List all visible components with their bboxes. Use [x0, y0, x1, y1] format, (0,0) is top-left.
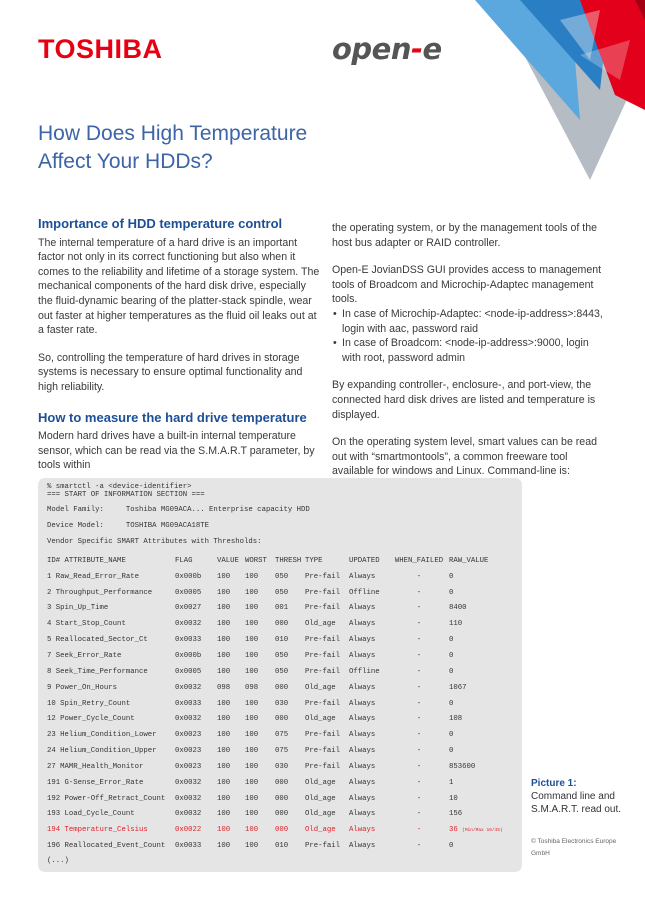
table-cell: 1 Raw_Read_Error_Rate	[47, 572, 139, 581]
table-cell: 2 Throughput_Performance	[47, 588, 153, 597]
table-cell: 0x0032	[175, 778, 202, 787]
table-cell: 100	[217, 715, 231, 724]
copyright-note: © Toshiba Electronics Europe GmbH	[531, 838, 617, 857]
table-cell: 100	[245, 651, 259, 660]
table-cell: 3 Spin_Up_Time	[47, 604, 109, 613]
table-cell: 0	[449, 667, 454, 676]
page-title-line-2: Affect Your HDDs?	[38, 150, 213, 173]
table-cell: 100	[245, 842, 259, 851]
table-row	[47, 569, 519, 585]
table-cell: Always	[349, 715, 376, 724]
table-cell: -	[416, 842, 422, 851]
min-max-note: (Min/Max 16/45)	[462, 828, 503, 834]
left-column	[38, 217, 320, 486]
table-cell: 001	[275, 604, 289, 613]
table-cell: 100	[217, 747, 231, 756]
table-cell: 0x0033	[175, 842, 202, 851]
list-item-broadcom: • In case of Broadcom: <node-ip-address>:9000, login with root, password admin	[342, 336, 608, 365]
table-cell: 110	[449, 620, 463, 629]
table-cell: 0x0023	[175, 762, 202, 771]
table-cell: 100	[217, 667, 231, 676]
table-cell: Always	[349, 683, 376, 692]
table-cell: Offline	[349, 667, 380, 676]
paragraph-importance-2: So, controlling the temperature of hard drives in storage systems is necessary to ensure optimal functionality and high reliability.	[38, 351, 303, 393]
paragraph-jovian-gui: Open-E JovianDSS GUI provides access to management tools of Broadcom and Microchip-Adaptec management tools.	[332, 264, 602, 306]
table-cell: 100	[245, 636, 259, 645]
table-cell: 194 Temperature_Celsius	[47, 826, 148, 835]
table-cell: -	[416, 699, 422, 708]
open-e-logo-dash: -	[411, 32, 423, 66]
table-cell: 075	[275, 747, 289, 756]
table-cell: 100	[245, 794, 259, 803]
table-cell: 100	[217, 699, 231, 708]
table-cell: 100	[217, 588, 231, 597]
table-row	[47, 664, 519, 680]
table-cell: 0x0032	[175, 810, 202, 819]
toshiba-logo: TOSHIBA	[38, 34, 163, 64]
table-cell: WHEN_FAILED	[394, 556, 444, 565]
table-cell: VALUE	[217, 556, 239, 565]
table-cell: 5 Reallocated_Sector_Ct	[47, 636, 148, 645]
table-cell: Always	[349, 826, 376, 835]
device-model-line: Device Model: TOSHIBA MG09ACA18TE	[47, 522, 210, 530]
table-cell: FLAG	[175, 556, 193, 565]
table-cell: THRESH	[275, 556, 302, 565]
table-cell: Pre-fail	[305, 572, 341, 581]
table-cell: -	[416, 731, 422, 740]
table-cell: Always	[349, 747, 376, 756]
table-cell: Always	[349, 604, 376, 613]
table-cell: 100	[217, 794, 231, 803]
table-cell: 0x0033	[175, 636, 202, 645]
table-cell: Pre-fail	[305, 747, 341, 756]
table-cell: 010	[275, 636, 289, 645]
table-cell: 196 Reallocated_Event_Count	[47, 842, 166, 851]
table-cell: 010	[275, 842, 289, 851]
table-cell: 1067	[449, 683, 467, 692]
table-cell: 100	[245, 731, 259, 740]
table-cell: 4 Start_Stop_Count	[47, 620, 126, 629]
table-cell: 100	[245, 620, 259, 629]
table-cell: RAW_VALUE	[449, 556, 489, 565]
table-cell: -	[416, 715, 422, 724]
table-cell: 000	[275, 794, 289, 803]
table-cell: 098	[217, 683, 231, 692]
table-cell: 0x000b	[175, 651, 202, 660]
table-cell: 000	[275, 810, 289, 819]
table-row	[47, 601, 519, 617]
smart-attributes-table	[47, 553, 519, 854]
caption-text: Command line and S.M.A.R.T. read out.	[531, 791, 622, 815]
table-row	[47, 585, 519, 601]
table-row	[47, 648, 519, 664]
table-cell: 100	[245, 747, 259, 756]
table-cell: 9 Power_On_Hours	[47, 683, 118, 692]
table-cell: 0x0005	[175, 667, 202, 676]
smartctl-output-block	[38, 478, 522, 872]
table-cell: Always	[349, 842, 376, 851]
list-item-microchip: • In case of Microchip-Adaptec: <node-ip-address>:8443, login with aac, password raid	[342, 307, 608, 336]
table-cell: 100	[245, 826, 259, 835]
command-line: % smartctl -a <device-identifier>	[47, 483, 192, 491]
table-cell: Always	[349, 620, 376, 629]
table-cell: 100	[245, 604, 259, 613]
table-cell: 0	[449, 572, 454, 581]
caption-title: Picture 1:	[531, 778, 577, 789]
table-cell: -	[416, 762, 422, 771]
table-row	[47, 743, 519, 759]
table-cell: Pre-fail	[305, 588, 341, 597]
table-cell: -	[416, 572, 422, 581]
table-cell: 23 Helium_Condition_Lower	[47, 731, 157, 740]
table-cell: -	[416, 810, 422, 819]
table-cell: 1	[449, 778, 454, 787]
table-cell: 8 Seek_Time_Performance	[47, 667, 148, 676]
table-cell: 000	[275, 778, 289, 787]
table-cell: 0	[449, 747, 454, 756]
table-cell: 000	[275, 683, 289, 692]
table-cell: 191 G-Sense_Error_Rate	[47, 778, 144, 787]
table-cell: Pre-fail	[305, 731, 341, 740]
paragraph-smartmontools: On the operating system level, smart values can be read out with “smartmontools”, a common freeware tool available for windows and Linux. Command-line is:	[332, 436, 597, 478]
table-row	[47, 838, 519, 854]
table-cell: 0x0005	[175, 588, 202, 597]
table-cell: Always	[349, 636, 376, 645]
table-cell: 100	[217, 842, 231, 851]
table-cell: 100	[217, 810, 231, 819]
table-cell: 075	[275, 731, 289, 740]
table-cell: 192 Power-Off_Retract_Count	[47, 794, 166, 803]
table-cell: 100	[245, 715, 259, 724]
table-cell: 0x000b	[175, 572, 202, 581]
table-cell: 0	[449, 651, 454, 660]
table-cell: 12 Power_Cycle_Count	[47, 715, 135, 724]
table-cell: 100	[217, 826, 231, 835]
table-cell: 0x0032	[175, 794, 202, 803]
table-cell: -	[416, 651, 422, 660]
table-cell: Pre-fail	[305, 604, 341, 613]
table-cell: -	[416, 620, 422, 629]
table-cell: -	[416, 778, 422, 787]
table-row	[47, 727, 519, 743]
table-cell: 100	[245, 778, 259, 787]
table-cell: 0x0023	[175, 731, 202, 740]
access-list	[332, 307, 608, 365]
table-cell: 050	[275, 572, 289, 581]
table-cell: 0x0033	[175, 699, 202, 708]
table-row	[47, 775, 519, 791]
table-cell: Old_age	[305, 715, 336, 724]
table-row	[47, 696, 519, 712]
table-cell: 0	[449, 588, 454, 597]
table-cell: 0	[449, 699, 454, 708]
ellipsis-line: (...)	[47, 857, 69, 865]
table-cell: -	[416, 636, 422, 645]
table-cell: 100	[245, 810, 259, 819]
table-cell: UPDATED	[349, 556, 380, 565]
table-cell: 156	[449, 810, 463, 819]
table-cell: 0x0022	[175, 826, 202, 835]
table-cell: Old_age	[305, 620, 336, 629]
model-family-line: Model Family: Toshiba MG09ACA... Enterprise capacity HDD	[47, 506, 310, 514]
table-cell: 853600	[449, 762, 476, 771]
table-header-row	[47, 553, 519, 569]
table-cell: 100	[217, 731, 231, 740]
table-cell: Pre-fail	[305, 651, 341, 660]
table-cell: 0x0032	[175, 715, 202, 724]
table-cell: Pre-fail	[305, 699, 341, 708]
table-cell: Pre-fail	[305, 636, 341, 645]
table-cell: Pre-fail	[305, 842, 341, 851]
table-cell: 0x0027	[175, 604, 202, 613]
picture-caption	[531, 777, 631, 816]
table-cell: 100	[217, 620, 231, 629]
table-cell: 030	[275, 699, 289, 708]
open-e-logo-part2: e	[422, 32, 442, 66]
table-cell: 100	[217, 651, 231, 660]
table-cell: 10	[449, 794, 458, 803]
table-cell: Offline	[349, 588, 380, 597]
page-title	[38, 120, 338, 176]
table-cell: 100	[245, 699, 259, 708]
table-cell: 0	[449, 842, 454, 851]
table-cell: Old_age	[305, 826, 336, 835]
table-cell: 000	[275, 620, 289, 629]
table-cell: Pre-fail	[305, 667, 341, 676]
table-cell: Old_age	[305, 810, 336, 819]
right-column	[332, 221, 608, 492]
table-cell: ID# ATTRIBUTE_NAME	[47, 556, 126, 565]
table-cell: Old_age	[305, 794, 336, 803]
table-cell: 0	[449, 731, 454, 740]
table-cell: Always	[349, 794, 376, 803]
table-cell: Always	[349, 762, 376, 771]
temperature-value: 36	[449, 826, 458, 835]
table-cell: 000	[275, 826, 289, 835]
table-cell: 27 MAMR_Health_Monitor	[47, 762, 144, 771]
table-cell: -	[416, 794, 422, 803]
table-cell: 100	[245, 572, 259, 581]
table-cell: Always	[349, 810, 376, 819]
table-cell: -	[416, 683, 422, 692]
table-cell: 050	[275, 651, 289, 660]
paragraph-importance-1: The internal temperature of a hard drive is an important factor not only in its correct functioning but also when it comes to the reliability and lifetime of a storage system. The mechanical components of the hard disk drive, especially the fluid-dynamic bearing of the platter-stack spindle, wear out faster at higher temperatures as the fluid oil leaks out at a faster rate.	[38, 236, 320, 337]
table-cell: Always	[349, 778, 376, 787]
table-row	[47, 759, 519, 775]
table-cell: -	[416, 604, 422, 613]
vendor-attributes-line: Vendor Specific SMART Attributes with Thresholds:	[47, 538, 262, 546]
table-cell: 050	[275, 588, 289, 597]
table-cell: Always	[349, 572, 376, 581]
table-cell: 8400	[449, 604, 467, 613]
table-row	[47, 680, 519, 696]
table-cell: 0x0032	[175, 683, 202, 692]
table-cell: -	[416, 667, 422, 676]
table-cell: -	[416, 826, 422, 835]
open-e-logo-part1: open	[332, 32, 411, 66]
page-title-line-1: How Does High Temperature	[38, 122, 308, 145]
section-header: === START OF INFORMATION SECTION ===	[47, 491, 205, 499]
table-row	[47, 616, 519, 632]
table-cell: 030	[275, 762, 289, 771]
table-row	[47, 791, 519, 807]
table-cell	[449, 822, 519, 838]
table-cell: 100	[217, 778, 231, 787]
table-cell: 050	[275, 667, 289, 676]
table-cell: 0x0032	[175, 620, 202, 629]
table-cell: 7 Seek_Error_Rate	[47, 651, 122, 660]
table-cell: 100	[245, 588, 259, 597]
paragraph-expanding: By expanding controller-, enclosure-, and port-view, the connected hard disk drives are listed and temperature is displayed.	[332, 379, 596, 421]
heading-importance: Importance of HDD temperature control	[38, 216, 283, 231]
table-cell: 193 Load_Cycle_Count	[47, 810, 135, 819]
table-cell: Always	[349, 651, 376, 660]
decorative-corner-graphic	[430, 0, 645, 185]
table-cell: 0x0023	[175, 747, 202, 756]
table-cell: 10 Spin_Retry_Count	[47, 699, 131, 708]
table-cell: 100	[217, 762, 231, 771]
table-cell: 100	[217, 636, 231, 645]
table-cell: 0	[449, 636, 454, 645]
table-row	[47, 711, 519, 727]
table-cell: 100	[245, 667, 259, 676]
table-row	[47, 807, 519, 823]
table-cell: Old_age	[305, 778, 336, 787]
table-cell: 100	[217, 604, 231, 613]
heading-measure: How to measure the hard drive temperature	[38, 409, 307, 425]
table-cell: Old_age	[305, 683, 336, 692]
table-cell: 100	[245, 762, 259, 771]
table-cell: TYPE	[305, 556, 323, 565]
table-cell: 000	[275, 715, 289, 724]
table-cell: -	[416, 747, 422, 756]
open-e-logo	[332, 32, 442, 66]
table-cell: Always	[349, 699, 376, 708]
paragraph-measure: Modern hard drives have a built-in internal temperature sensor, which can be read via the S.M.A.R.T parameter, by tools within	[38, 430, 315, 472]
paragraph-continued: the operating system, or by the management tools of the host bus adapter or RAID controller.	[332, 222, 597, 249]
table-cell: 108	[449, 715, 463, 724]
table-row	[47, 632, 519, 648]
table-cell: WORST	[245, 556, 267, 565]
table-cell: Always	[349, 731, 376, 740]
table-cell: 100	[217, 572, 231, 581]
table-cell: Pre-fail	[305, 762, 341, 771]
table-cell: 098	[245, 683, 259, 692]
table-cell: -	[416, 588, 422, 597]
temperature-row	[47, 822, 519, 838]
table-cell: 24 Helium_Condition_Upper	[47, 747, 157, 756]
